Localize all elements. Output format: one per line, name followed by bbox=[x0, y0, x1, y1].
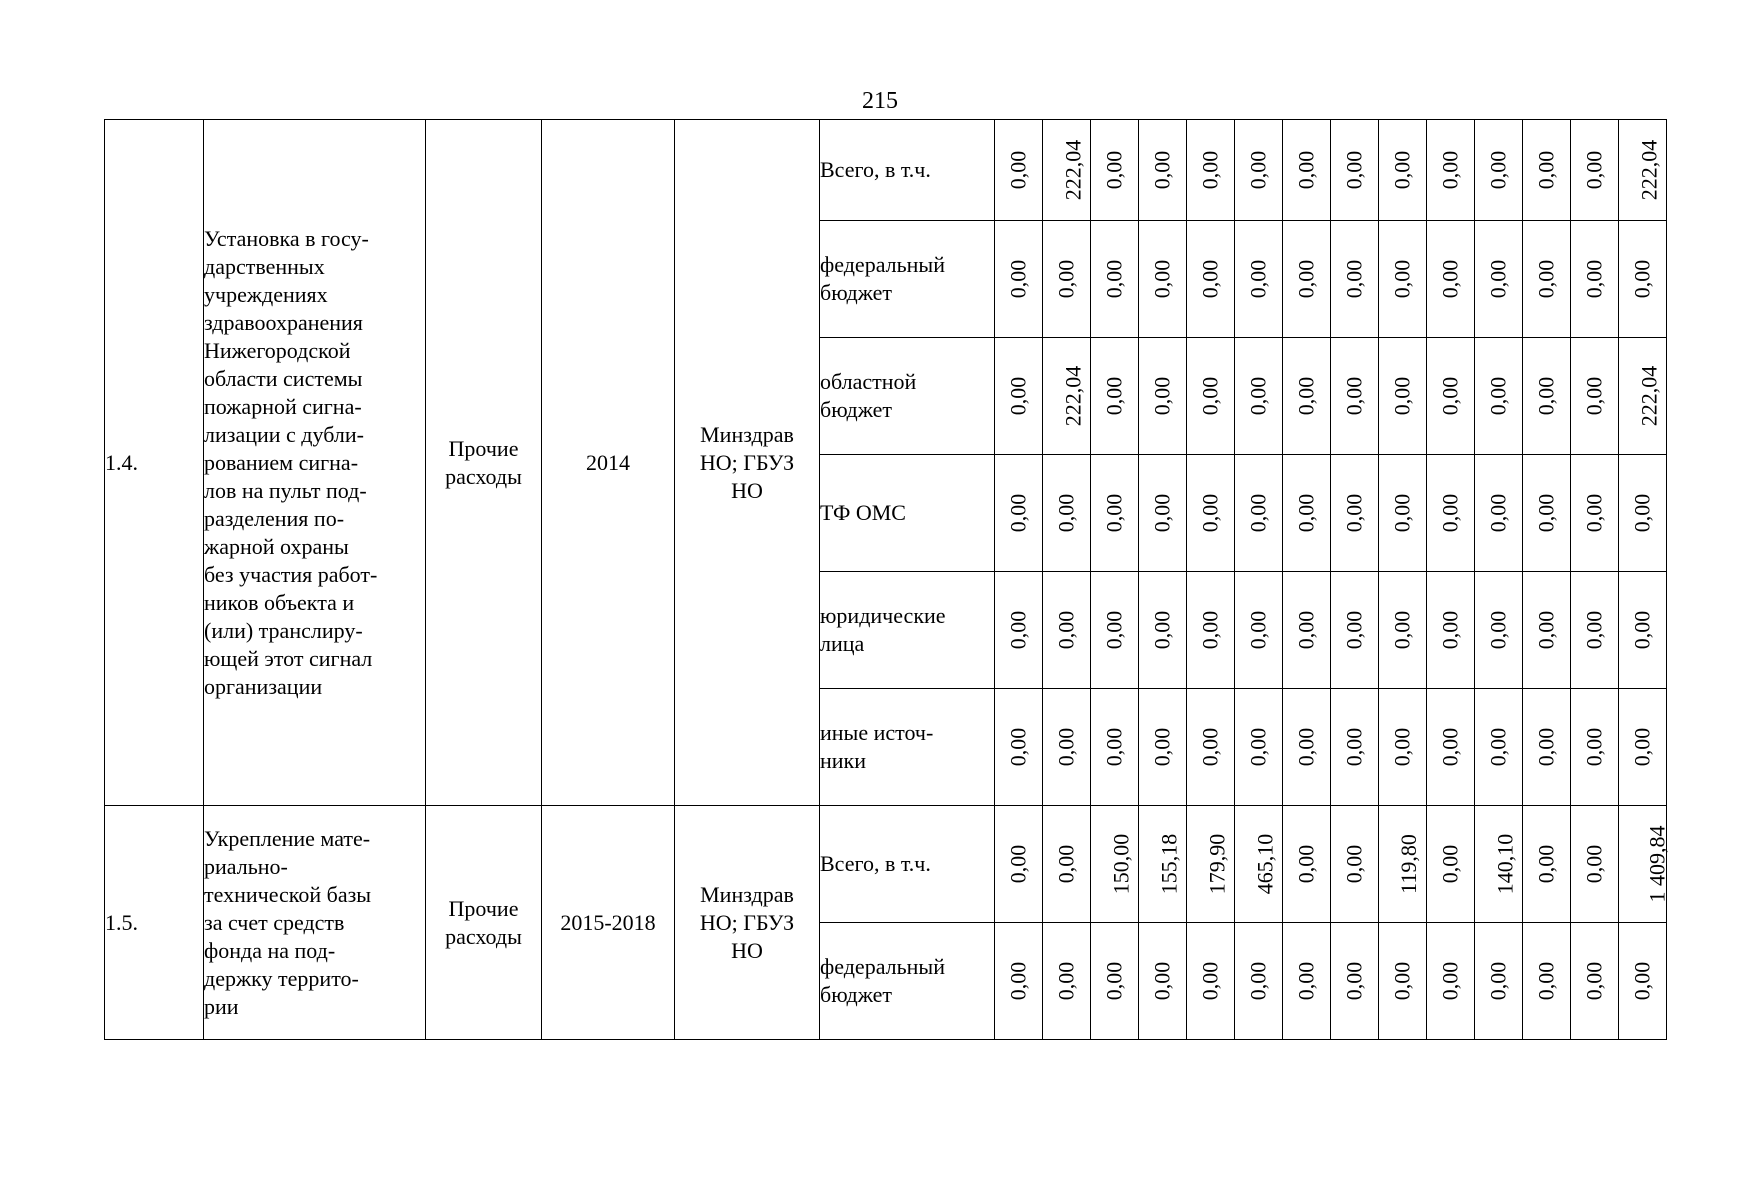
value-text: 0,00 bbox=[1197, 961, 1223, 1001]
value-text: 0,00 bbox=[1293, 844, 1319, 884]
value-text: 0,00 bbox=[1293, 610, 1319, 650]
value-cell bbox=[1091, 689, 1139, 806]
value-text: 0,00 bbox=[1245, 727, 1271, 767]
value-text: 0,00 bbox=[1053, 493, 1079, 533]
value-text: 0,00 bbox=[1533, 961, 1559, 1001]
value-text: 0,00 bbox=[1005, 150, 1031, 190]
value-text: 0,00 bbox=[1437, 259, 1463, 299]
value-cell bbox=[1283, 338, 1331, 455]
value-text: 0,00 bbox=[1101, 610, 1127, 650]
value-text: 0,00 bbox=[1533, 844, 1559, 884]
value-text: 0,00 bbox=[1293, 727, 1319, 767]
value-text: 0,00 bbox=[1485, 150, 1511, 190]
value-cell bbox=[1139, 455, 1187, 572]
value-cell bbox=[1331, 455, 1379, 572]
value-cell bbox=[1235, 221, 1283, 338]
funding-source-label: федеральный бюджет bbox=[820, 923, 995, 1040]
value-text: 0,00 bbox=[1485, 376, 1511, 416]
page-number: 215 bbox=[862, 88, 898, 114]
value-cell bbox=[1091, 455, 1139, 572]
value-cell bbox=[1379, 338, 1427, 455]
value-text: 0,00 bbox=[1341, 376, 1367, 416]
value-cell bbox=[1523, 689, 1571, 806]
value-text: 0,00 bbox=[1341, 259, 1367, 299]
funding-source-label: областной бюджет bbox=[820, 338, 995, 455]
value-cell bbox=[1571, 806, 1619, 923]
value-cell bbox=[1091, 120, 1139, 221]
value-text: 0,00 bbox=[1005, 610, 1031, 650]
value-text: 0,00 bbox=[1245, 376, 1271, 416]
value-cell bbox=[1619, 689, 1667, 806]
value-cell bbox=[1379, 120, 1427, 221]
activity-name: Укрепление мате- риально- технической базы за счет средств фонда на под- держку террито- рии bbox=[204, 806, 426, 1040]
value-text: 0,00 bbox=[1437, 493, 1463, 533]
value-cell bbox=[1043, 923, 1091, 1040]
value-text: 0,00 bbox=[1149, 727, 1175, 767]
value-cell bbox=[1475, 806, 1523, 923]
value-cell bbox=[1619, 120, 1667, 221]
value-cell bbox=[1427, 455, 1475, 572]
value-text: 0,00 bbox=[1485, 961, 1511, 1001]
value-cell bbox=[1043, 455, 1091, 572]
value-cell bbox=[1379, 221, 1427, 338]
value-cell bbox=[1427, 689, 1475, 806]
value-cell bbox=[1235, 455, 1283, 572]
value-cell bbox=[1235, 338, 1283, 455]
value-text: 0,00 bbox=[1389, 610, 1415, 650]
value-cell bbox=[1379, 572, 1427, 689]
value-text: 0,00 bbox=[1053, 844, 1079, 884]
value-text: 0,00 bbox=[1389, 727, 1415, 767]
value-cell bbox=[1043, 120, 1091, 221]
value-cell bbox=[1379, 806, 1427, 923]
value-text: 0,00 bbox=[1533, 493, 1559, 533]
funding-source-label: иные источ- ники bbox=[820, 689, 995, 806]
period: 2015-2018 bbox=[542, 806, 675, 1040]
value-cell bbox=[1091, 923, 1139, 1040]
expense-type: Прочие расходы bbox=[426, 120, 542, 806]
value-text: 0,00 bbox=[1341, 493, 1367, 533]
value-text: 0,00 bbox=[1053, 259, 1079, 299]
value-text: 0,00 bbox=[1629, 961, 1655, 1001]
value-cell bbox=[995, 923, 1043, 1040]
value-cell bbox=[1139, 572, 1187, 689]
value-text: 0,00 bbox=[1581, 610, 1607, 650]
table-row bbox=[105, 806, 1667, 923]
value-cell bbox=[1427, 923, 1475, 1040]
value-text: 465,10 bbox=[1252, 833, 1278, 895]
value-cell bbox=[1571, 221, 1619, 338]
value-text: 0,00 bbox=[1341, 727, 1367, 767]
value-cell bbox=[1043, 689, 1091, 806]
value-text: 0,00 bbox=[1629, 727, 1655, 767]
value-text: 0,00 bbox=[1485, 259, 1511, 299]
row-number: 1.5. bbox=[105, 806, 204, 1040]
value-cell bbox=[1283, 455, 1331, 572]
value-text: 0,00 bbox=[1149, 493, 1175, 533]
value-cell bbox=[1619, 572, 1667, 689]
value-text: 0,00 bbox=[1245, 961, 1271, 1001]
value-text: 0,00 bbox=[1197, 727, 1223, 767]
value-text: 0,00 bbox=[1629, 259, 1655, 299]
value-cell bbox=[1427, 806, 1475, 923]
value-cell bbox=[1571, 455, 1619, 572]
value-cell bbox=[1139, 221, 1187, 338]
value-text: 155,18 bbox=[1156, 833, 1182, 895]
value-cell bbox=[1091, 806, 1139, 923]
value-text: 0,00 bbox=[1053, 727, 1079, 767]
value-text: 0,00 bbox=[1389, 259, 1415, 299]
row-number: 1.4. bbox=[105, 120, 204, 806]
value-text: 0,00 bbox=[1005, 259, 1031, 299]
value-text: 0,00 bbox=[1149, 376, 1175, 416]
value-cell bbox=[1043, 338, 1091, 455]
value-cell bbox=[1235, 923, 1283, 1040]
value-text: 179,90 bbox=[1204, 833, 1230, 895]
value-cell bbox=[1523, 338, 1571, 455]
value-text: 0,00 bbox=[1149, 259, 1175, 299]
value-text: 0,00 bbox=[1293, 376, 1319, 416]
value-cell bbox=[1571, 338, 1619, 455]
value-text: 0,00 bbox=[1485, 610, 1511, 650]
value-cell bbox=[1523, 572, 1571, 689]
value-cell bbox=[995, 120, 1043, 221]
value-text: 0,00 bbox=[1437, 961, 1463, 1001]
value-text: 0,00 bbox=[1341, 844, 1367, 884]
value-text: 222,04 bbox=[1636, 139, 1662, 201]
value-cell bbox=[1091, 338, 1139, 455]
value-cell bbox=[995, 572, 1043, 689]
value-text: 0,00 bbox=[1533, 259, 1559, 299]
value-cell bbox=[1283, 120, 1331, 221]
value-text: 0,00 bbox=[1101, 727, 1127, 767]
value-cell bbox=[1331, 221, 1379, 338]
activity-name: Установка в госу- дарственных учреждениях здравоохранения Нижегородской области системы пожарной сигна- лизации с дубли- рованием сигна- лов на пульт под- разделения по- жарной охраны без участия работ- ников объекта и (или) транслиру- ющей этот сигнал организации bbox=[204, 120, 426, 806]
value-text: 0,00 bbox=[1437, 376, 1463, 416]
value-text: 0,00 bbox=[1533, 610, 1559, 650]
value-text: 0,00 bbox=[1341, 150, 1367, 190]
value-text: 0,00 bbox=[1005, 727, 1031, 767]
value-text: 0,00 bbox=[1389, 493, 1415, 533]
value-cell bbox=[1427, 221, 1475, 338]
value-cell bbox=[1427, 572, 1475, 689]
value-cell bbox=[1187, 221, 1235, 338]
funding-source-label: юридические лица bbox=[820, 572, 995, 689]
value-cell bbox=[1619, 338, 1667, 455]
value-text: 0,00 bbox=[1197, 150, 1223, 190]
value-cell bbox=[1283, 689, 1331, 806]
value-text: 0,00 bbox=[1101, 376, 1127, 416]
expense-type: Прочие расходы bbox=[426, 806, 542, 1040]
value-cell bbox=[1571, 120, 1619, 221]
value-text: 0,00 bbox=[1485, 493, 1511, 533]
value-text: 0,00 bbox=[1005, 961, 1031, 1001]
value-text: 0,00 bbox=[1581, 727, 1607, 767]
value-text: 0,00 bbox=[1341, 961, 1367, 1001]
value-text: 0,00 bbox=[1245, 150, 1271, 190]
value-text: 222,04 bbox=[1060, 365, 1086, 427]
value-cell bbox=[1283, 572, 1331, 689]
value-cell bbox=[1283, 923, 1331, 1040]
value-text: 0,00 bbox=[1629, 610, 1655, 650]
value-text: 0,00 bbox=[1581, 376, 1607, 416]
funding-source-label: Всего, в т.ч. bbox=[820, 120, 995, 221]
value-cell bbox=[1379, 689, 1427, 806]
value-text: 0,00 bbox=[1581, 259, 1607, 299]
value-cell bbox=[995, 221, 1043, 338]
value-cell bbox=[1139, 923, 1187, 1040]
value-cell bbox=[1187, 572, 1235, 689]
value-cell bbox=[1619, 806, 1670, 923]
value-cell bbox=[1475, 923, 1523, 1040]
value-cell bbox=[1331, 338, 1379, 455]
value-text: 0,00 bbox=[1005, 376, 1031, 416]
value-cell bbox=[1571, 923, 1619, 1040]
value-cell bbox=[1379, 923, 1427, 1040]
value-text: 0,00 bbox=[1101, 259, 1127, 299]
value-cell bbox=[995, 806, 1043, 923]
value-text: 0,00 bbox=[1293, 259, 1319, 299]
value-cell bbox=[1475, 120, 1523, 221]
value-cell bbox=[1187, 806, 1235, 923]
value-cell bbox=[995, 689, 1043, 806]
value-text: 0,00 bbox=[1581, 844, 1607, 884]
value-text: 0,00 bbox=[1149, 150, 1175, 190]
value-cell bbox=[1187, 923, 1235, 1040]
value-cell bbox=[1043, 806, 1091, 923]
value-cell bbox=[1427, 338, 1475, 455]
value-cell bbox=[1283, 806, 1331, 923]
value-cell bbox=[1331, 806, 1379, 923]
value-text: 0,00 bbox=[1437, 150, 1463, 190]
value-text: 0,00 bbox=[1197, 259, 1223, 299]
value-text: 0,00 bbox=[1581, 150, 1607, 190]
value-text: 0,00 bbox=[1533, 376, 1559, 416]
value-text: 0,00 bbox=[1245, 493, 1271, 533]
budget-table bbox=[104, 119, 1670, 1040]
value-text: 0,00 bbox=[1005, 844, 1031, 884]
value-cell bbox=[1187, 689, 1235, 806]
funding-source-label: ТФ ОМС bbox=[820, 455, 995, 572]
value-text: 1 409,84 bbox=[1644, 825, 1670, 903]
value-cell bbox=[995, 338, 1043, 455]
value-text: 0,00 bbox=[1293, 961, 1319, 1001]
value-cell bbox=[1043, 572, 1091, 689]
value-cell bbox=[1091, 221, 1139, 338]
value-text: 222,04 bbox=[1060, 139, 1086, 201]
value-cell bbox=[1619, 221, 1667, 338]
value-cell bbox=[995, 455, 1043, 572]
value-cell bbox=[1331, 923, 1379, 1040]
value-cell bbox=[1571, 689, 1619, 806]
table-row bbox=[105, 120, 1667, 221]
value-cell bbox=[1427, 120, 1475, 221]
value-cell bbox=[1523, 806, 1571, 923]
value-cell bbox=[1139, 338, 1187, 455]
value-cell bbox=[1187, 455, 1235, 572]
value-text: 222,04 bbox=[1636, 365, 1662, 427]
value-text: 0,00 bbox=[1293, 493, 1319, 533]
period: 2014 bbox=[542, 120, 675, 806]
value-cell bbox=[1091, 572, 1139, 689]
value-cell bbox=[1475, 689, 1523, 806]
value-text: 0,00 bbox=[1341, 610, 1367, 650]
value-text: 0,00 bbox=[1197, 376, 1223, 416]
value-text: 0,00 bbox=[1053, 610, 1079, 650]
value-text: 0,00 bbox=[1101, 493, 1127, 533]
executor: Минздрав НО; ГБУЗ НО bbox=[675, 120, 820, 806]
value-text: 0,00 bbox=[1053, 961, 1079, 1001]
executor: Минздрав НО; ГБУЗ НО bbox=[675, 806, 820, 1040]
value-cell bbox=[1235, 120, 1283, 221]
value-text: 0,00 bbox=[1629, 493, 1655, 533]
value-text: 0,00 bbox=[1533, 150, 1559, 190]
value-cell bbox=[1139, 689, 1187, 806]
value-cell bbox=[1187, 120, 1235, 221]
value-cell bbox=[1139, 120, 1187, 221]
value-text: 0,00 bbox=[1005, 493, 1031, 533]
value-text: 0,00 bbox=[1389, 376, 1415, 416]
value-cell bbox=[1235, 689, 1283, 806]
value-text: 0,00 bbox=[1149, 961, 1175, 1001]
value-cell bbox=[1475, 455, 1523, 572]
value-text: 0,00 bbox=[1581, 493, 1607, 533]
funding-source-label: федеральный бюджет bbox=[820, 221, 995, 338]
value-cell bbox=[1235, 572, 1283, 689]
value-text: 0,00 bbox=[1437, 844, 1463, 884]
value-cell bbox=[1523, 221, 1571, 338]
value-cell bbox=[1139, 806, 1187, 923]
value-text: 0,00 bbox=[1197, 610, 1223, 650]
value-text: 0,00 bbox=[1197, 493, 1223, 533]
value-text: 0,00 bbox=[1293, 150, 1319, 190]
value-cell bbox=[1571, 572, 1619, 689]
value-text: 0,00 bbox=[1437, 610, 1463, 650]
value-text: 0,00 bbox=[1101, 961, 1127, 1001]
value-cell bbox=[1619, 923, 1667, 1040]
value-text: 0,00 bbox=[1245, 610, 1271, 650]
value-text: 0,00 bbox=[1101, 150, 1127, 190]
value-text: 0,00 bbox=[1485, 727, 1511, 767]
value-cell bbox=[1619, 455, 1667, 572]
value-text: 0,00 bbox=[1149, 610, 1175, 650]
value-cell bbox=[1331, 689, 1379, 806]
value-text: 0,00 bbox=[1245, 259, 1271, 299]
value-text: 0,00 bbox=[1581, 961, 1607, 1001]
value-text: 0,00 bbox=[1389, 961, 1415, 1001]
value-cell bbox=[1187, 338, 1235, 455]
value-cell bbox=[1523, 455, 1571, 572]
value-cell bbox=[1475, 338, 1523, 455]
value-cell bbox=[1475, 221, 1523, 338]
value-text: 119,80 bbox=[1395, 834, 1421, 894]
value-text: 150,00 bbox=[1108, 833, 1134, 895]
value-cell bbox=[1043, 221, 1091, 338]
value-cell bbox=[1523, 120, 1571, 221]
value-cell bbox=[1331, 572, 1379, 689]
value-cell bbox=[1523, 923, 1571, 1040]
value-text: 0,00 bbox=[1437, 727, 1463, 767]
value-cell bbox=[1235, 806, 1283, 923]
value-cell bbox=[1475, 572, 1523, 689]
value-text: 0,00 bbox=[1389, 150, 1415, 190]
value-cell bbox=[1283, 221, 1331, 338]
value-text: 0,00 bbox=[1533, 727, 1559, 767]
funding-source-label: Всего, в т.ч. bbox=[820, 806, 995, 923]
value-cell bbox=[1331, 120, 1379, 221]
value-cell bbox=[1379, 455, 1427, 572]
value-text: 140,10 bbox=[1492, 833, 1518, 895]
